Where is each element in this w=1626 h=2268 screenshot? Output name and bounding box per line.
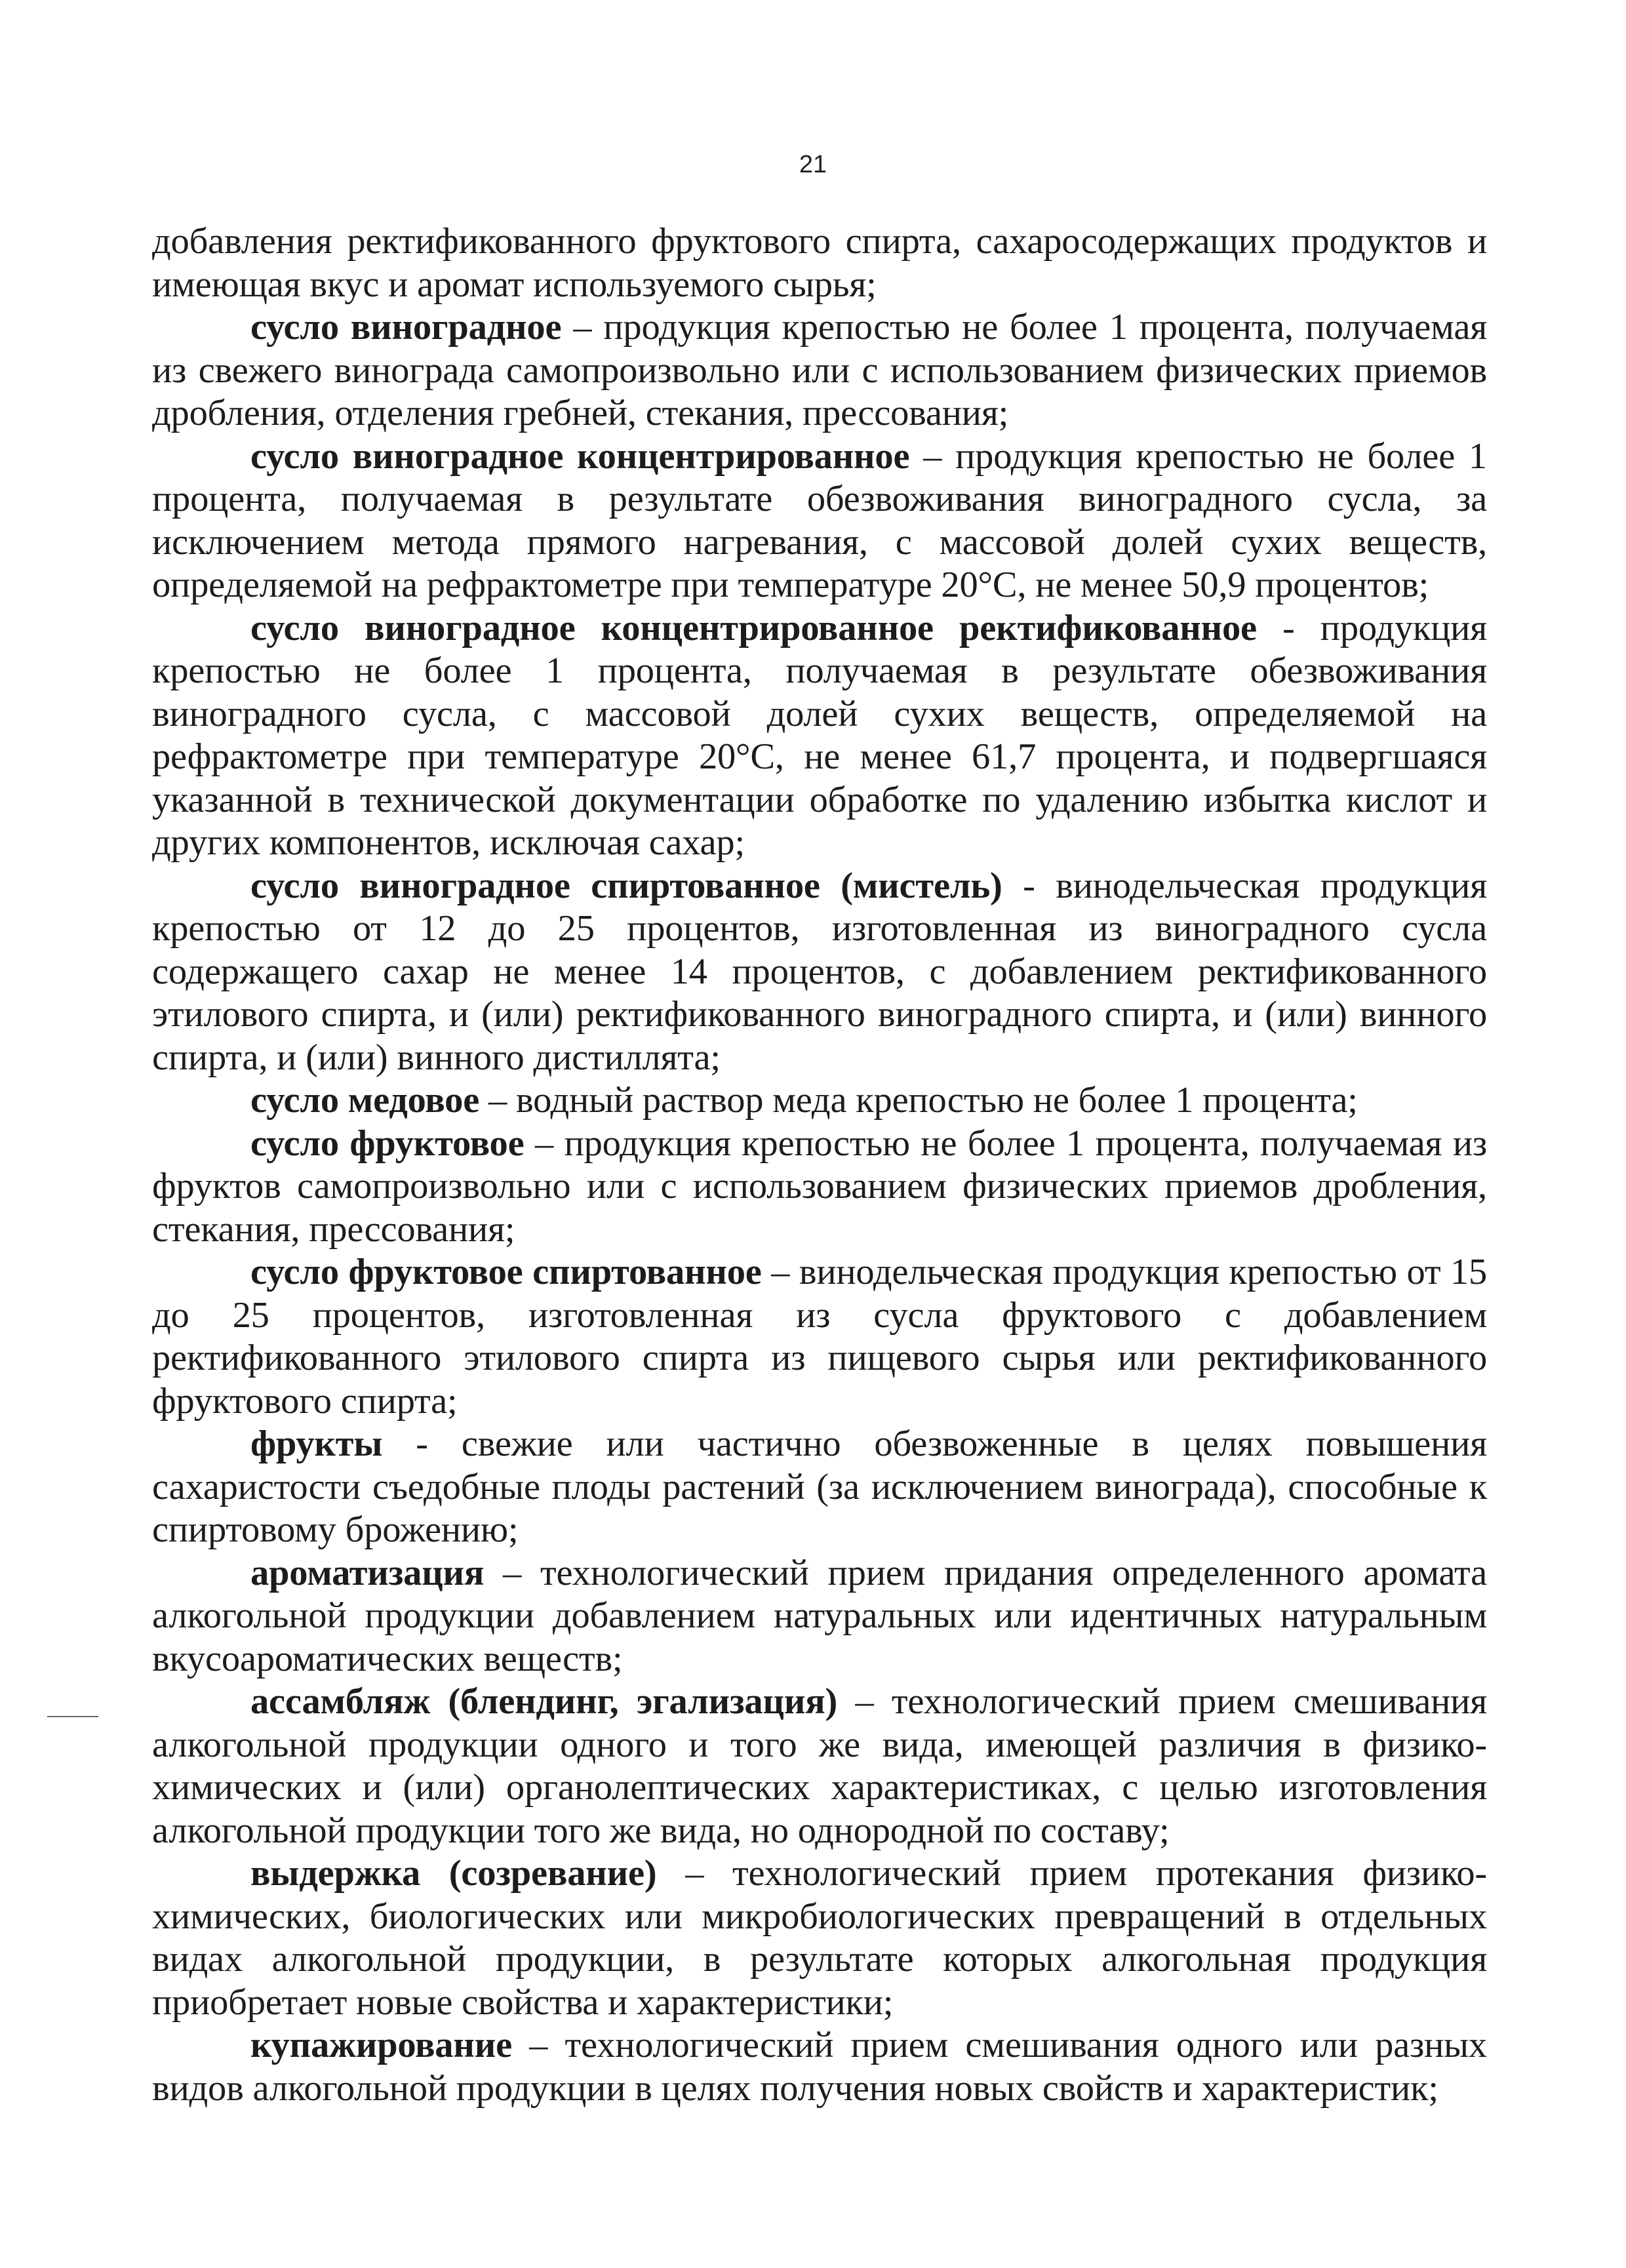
page-number: 21 — [799, 151, 827, 178]
definition-separator: – — [761, 1252, 799, 1292]
definition-separator: – — [524, 1123, 565, 1164]
definition-term: выдержка (созревание) — [250, 1853, 657, 1894]
definition-text: технологический прием смешивания одного или разных видов алкогольной продукции в целях получения новых свойств и характеристик; — [152, 2025, 1487, 2109]
definition-separator: - — [1256, 607, 1320, 648]
definition-separator: – — [479, 1080, 516, 1121]
definition-term: ароматизация — [250, 1552, 485, 1593]
definition-term: купажирование — [250, 2025, 512, 2065]
paragraph-continuation — [152, 220, 1487, 306]
definition-paragraph — [152, 306, 1487, 435]
definition-paragraph — [152, 1681, 1487, 1852]
definition-paragraph — [152, 1251, 1487, 1423]
definition-separator: – — [909, 435, 956, 477]
definition-paragraph — [152, 435, 1487, 607]
definition-text: водный раствор меда крепостью не более 1 процента; — [516, 1080, 1358, 1121]
definition-paragraph — [152, 865, 1487, 1080]
definition-separator: – — [656, 1853, 732, 1894]
definition-paragraph — [152, 1852, 1487, 2024]
definition-term: сусло виноградное концентрированное — [250, 435, 910, 477]
definition-text: продукция крепостью не более 1 процента, получаемая в результате обезвоживания виноградного сусла, с массовой долей сухих веществ, определяемой на рефрактометре при температуре 20°С, не менее 61,7 процента, и подвергшаяся указанной в технической документации обработке по удалению избытка кислот и других компонентов, исключая сахар; — [152, 607, 1487, 863]
definition-text: винодельческая продукция крепостью от 15 до 25 процентов, изготовленная из сусла фруктового с добавлением ректификованного этилового спирта из пищевого сырья или ректификованного фруктового спирта; — [152, 1252, 1487, 1422]
definition-text: технологический прием протекания физико-химических, биологических или микробиологических превращений в отдельных видах алкогольной продукции, в результате которых алкогольная продукция приобретает новые свойства и характеристики; — [152, 1853, 1487, 2023]
definition-paragraph — [152, 1552, 1487, 1681]
definition-paragraph — [152, 607, 1487, 865]
definition-paragraph — [152, 1423, 1487, 1552]
definition-separator: – — [561, 307, 604, 348]
definition-text: свежие или частично обезвоженные в целях повышения сахаристости съедобные плоды растений (за исключением винограда), способные к спиртовому брожению; — [152, 1423, 1487, 1550]
paragraph-text: добавления ректификованного фруктового спирта, сахаросодержащих продуктов и имеющая вкус и аромат используемого сырья; — [152, 221, 1487, 305]
definition-separator: - — [1002, 865, 1056, 906]
definition-term: сусло фруктовое спиртованное — [250, 1252, 762, 1292]
definition-separator: - — [382, 1423, 462, 1464]
definition-text: продукция крепостью не более 1 процента, получаемая из свежего винограда самопроизвольно или с использованием физических приемов дробления, отделения гребней, стекания, прессования; — [152, 307, 1487, 433]
margin-mark-line — [47, 1716, 98, 1717]
definition-text: продукция крепостью не более 1 процента, получаемая в результате обезвоживания виноградного сусла, за исключением метода прямого нагревания, с массовой долей сухих веществ, определяемой на рефрактометре при температуре 20°С, не менее 50,9 процентов; — [152, 435, 1487, 605]
definition-text: продукция крепостью не более 1 процента, получаемая из фруктов самопроизвольно или с использованием физических приемов дробления, стекания, прессования; — [152, 1123, 1487, 1250]
definition-term: сусло медовое — [250, 1080, 480, 1121]
definition-term: ассамбляж (блендинг, эгализация) — [250, 1681, 838, 1722]
definition-separator: – — [511, 2025, 565, 2065]
definition-paragraph — [152, 1123, 1487, 1252]
document-body — [152, 220, 1487, 2110]
definition-text: винодельческая продукция крепостью от 12 до 25 процентов, изготовленная из виноградного сусла содержащего сахар не менее 14 процентов, с добавлением ректификованного этилового спирта, и (или) ректификованного виноградного спирта, и (или) винного спирта, и (или) винного дистиллята; — [152, 865, 1488, 1078]
definition-paragraph — [152, 2024, 1487, 2110]
definition-term: сусло виноградное концентрированное ректификованное — [250, 607, 1257, 648]
definition-text: технологический прием придания определенного аромата алкогольной продукции добавлением натуральных или идентичных натуральным вкусоароматических веществ; — [152, 1552, 1487, 1679]
definition-separator: – — [484, 1552, 541, 1593]
definition-term: сусло виноградное спиртованное (мистель) — [250, 865, 1002, 906]
definition-term: сусло фруктовое — [250, 1123, 525, 1164]
definition-term: сусло виноградное — [250, 307, 562, 348]
definition-separator: – — [837, 1681, 892, 1722]
definition-term: фрукты — [250, 1423, 383, 1464]
definition-text: технологический прием смешивания алкогольной продукции одного и того же вида, имеющей различия в физико-химических и (или) органолептических характеристиках, с целью изготовления алкогольной продукции того же вида, но однородной по составу; — [152, 1681, 1487, 1851]
definition-paragraph — [152, 1079, 1487, 1123]
